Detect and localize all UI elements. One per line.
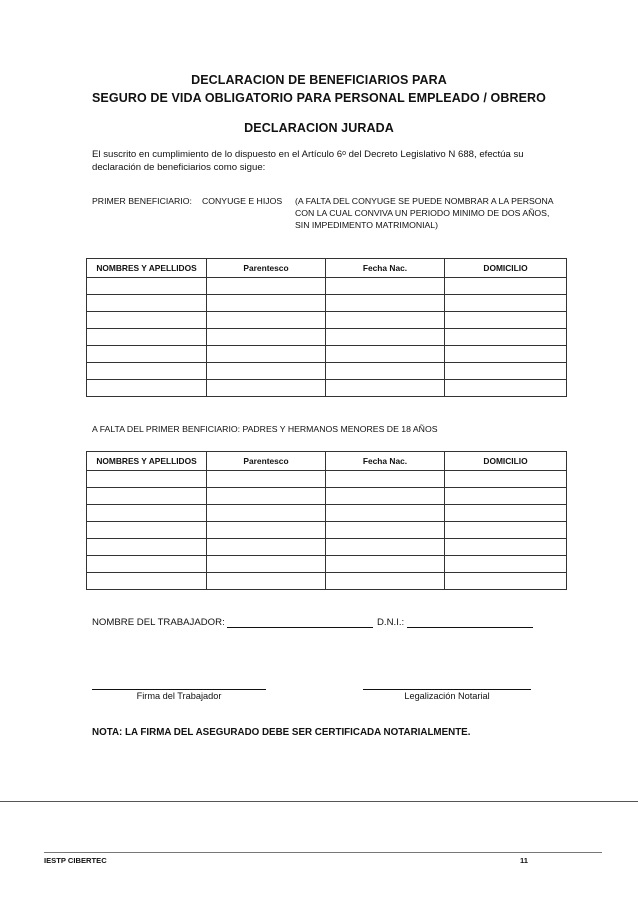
cell-address[interactable] [445,505,567,522]
table-row [87,539,567,556]
footer-institution: IESTP CIBERTEC [44,856,107,865]
worker-name-label: NOMBRE DEL TRABAJADOR: [92,617,225,628]
cell-birthdate[interactable] [326,312,445,329]
cell-relation[interactable] [207,556,326,573]
cell-address[interactable] [445,556,567,573]
col-header-address: DOMICILIO [445,259,567,278]
notary-signature-line[interactable] [363,689,531,690]
cell-address[interactable] [445,573,567,590]
cell-names[interactable] [87,295,207,312]
notary-signature-label: Legalización Notarial [404,691,490,701]
cell-birthdate[interactable] [326,505,445,522]
dni-field[interactable] [407,617,533,628]
cell-address[interactable] [445,380,567,397]
table-row [87,556,567,573]
col-header-names: NOMBRES Y APELLIDOS [87,259,207,278]
cell-names[interactable] [87,329,207,346]
table-row [87,295,567,312]
intro-ordinal: o [342,150,347,157]
worker-name-row [92,617,373,628]
col-header-relation: Parentesco [207,259,326,278]
cell-address[interactable] [445,346,567,363]
table-row [87,278,567,295]
table-row [87,505,567,522]
table-row [87,471,567,488]
cell-relation[interactable] [207,312,326,329]
cell-names[interactable] [87,346,207,363]
cell-birthdate[interactable] [326,556,445,573]
cell-birthdate[interactable] [326,573,445,590]
worker-signature-line[interactable] [92,689,266,690]
cell-names[interactable] [87,278,207,295]
table-row [87,573,567,590]
second-beneficiary-table [86,451,567,590]
cell-relation[interactable] [207,346,326,363]
intro-text-part2: del Decreto Legislativo N 688, efectúa su declaración de beneficiarios como sigue: [92,149,524,173]
cell-relation[interactable] [207,522,326,539]
cell-names[interactable] [87,380,207,397]
footer-page-number: 11 [520,856,529,865]
col-header-names: NOMBRES Y APELLIDOS [87,452,207,471]
first-beneficiary-table [86,258,567,397]
cell-relation[interactable] [207,278,326,295]
table-row [87,312,567,329]
footer-rule [44,852,602,853]
cell-address[interactable] [445,539,567,556]
cell-address[interactable] [445,312,567,329]
cell-address[interactable] [445,295,567,312]
cell-birthdate[interactable] [326,363,445,380]
cell-birthdate[interactable] [326,522,445,539]
cell-names[interactable] [87,312,207,329]
cell-birthdate[interactable] [326,488,445,505]
first-beneficiary-relation: CONYUGE E HIJOS [202,196,283,206]
cell-relation[interactable] [207,539,326,556]
table-row [87,329,567,346]
cell-address[interactable] [445,471,567,488]
col-header-address: DOMICILIO [445,452,567,471]
cell-birthdate[interactable] [326,329,445,346]
certification-note: NOTA: LA FIRMA DEL ASEGURADO DEBE SER CERTIFICADA NOTARIALMENTE. [92,727,471,738]
cell-relation[interactable] [207,488,326,505]
form-title-line2: SEGURO DE VIDA OBLIGATORIO PARA PERSONAL EMPLEADO / OBRERO [92,91,546,105]
form-title-line1: DECLARACION DE BENEFICIARIOS PARA [191,73,447,87]
cell-address[interactable] [445,522,567,539]
cell-relation[interactable] [207,295,326,312]
cell-names[interactable] [87,573,207,590]
table-row [87,380,567,397]
cell-birthdate[interactable] [326,295,445,312]
second-beneficiary-label: A FALTA DEL PRIMER BENFICIARIO: PADRES Y HERMANOS MENORES DE 18 AÑOS [92,424,438,434]
cell-birthdate[interactable] [326,346,445,363]
cell-address[interactable] [445,363,567,380]
cell-address[interactable] [445,488,567,505]
intro-paragraph [92,148,562,174]
table-header-row [87,452,567,471]
cell-names[interactable] [87,539,207,556]
dni-label: D.N.I.: [377,617,405,628]
cell-relation[interactable] [207,573,326,590]
dni-row [377,617,533,628]
cell-relation[interactable] [207,380,326,397]
cell-names[interactable] [87,471,207,488]
col-header-relation: Parentesco [207,452,326,471]
table-row [87,363,567,380]
table-row [87,522,567,539]
cell-names[interactable] [87,522,207,539]
cell-names[interactable] [87,363,207,380]
cell-names[interactable] [87,556,207,573]
cell-birthdate[interactable] [326,471,445,488]
form-subtitle: DECLARACION JURADA [244,121,394,135]
worker-signature-label: Firma del Trabajador [136,691,222,701]
cell-relation[interactable] [207,329,326,346]
table-row [87,346,567,363]
cell-address[interactable] [445,329,567,346]
cell-relation[interactable] [207,363,326,380]
cell-relation[interactable] [207,505,326,522]
cell-address[interactable] [445,278,567,295]
cell-relation[interactable] [207,471,326,488]
cell-birthdate[interactable] [326,380,445,397]
table-row [87,488,567,505]
cell-birthdate[interactable] [326,278,445,295]
table-header-row [87,259,567,278]
cell-names[interactable] [87,488,207,505]
intro-text-part1: El suscrito en cumplimiento de lo dispuesto en el Artículo 6 [92,149,343,160]
col-header-birthdate: Fecha Nac. [326,452,445,471]
worker-name-field[interactable] [227,617,373,628]
cell-names[interactable] [87,505,207,522]
col-header-birthdate: Fecha Nac. [326,259,445,278]
page-divider [0,801,638,802]
first-beneficiary-label: PRIMER BENEFICIARIO: [92,196,192,206]
cell-birthdate[interactable] [326,539,445,556]
first-beneficiary-note: (A FALTA DEL CONYUGE SE PUEDE NOMBRAR A LA PERSONA CON LA CUAL CONVIVA UN PERIODO MINIMO DE DOS AÑOS, SIN IMPEDIMENTO MATRIMONIAL) [295,196,554,230]
